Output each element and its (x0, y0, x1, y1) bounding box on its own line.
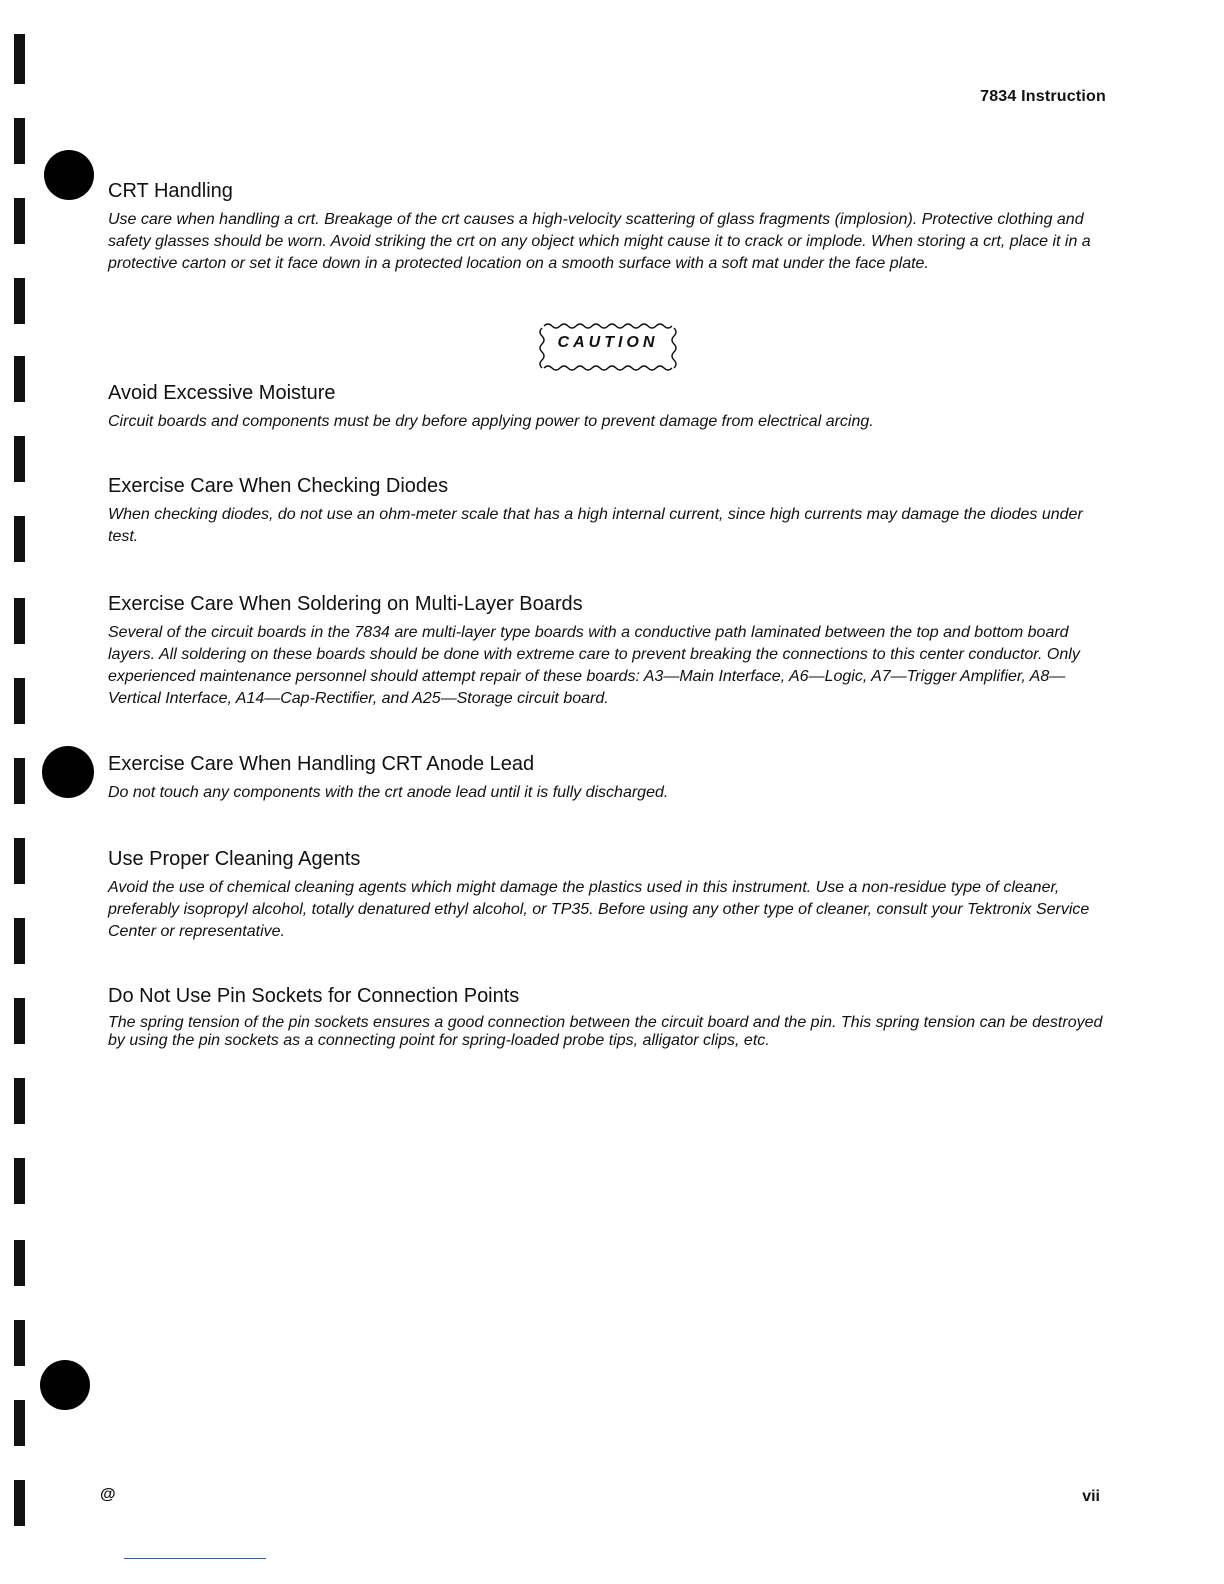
caution-box (538, 320, 678, 372)
section-heading: Exercise Care When Handling CRT Anode Lead (108, 753, 535, 775)
binding-mark (14, 436, 25, 482)
section-heading: CRT Handling (108, 180, 233, 202)
binding-mark (14, 598, 25, 644)
section-pin-sockets (108, 985, 1108, 1050)
section-body: When checking diodes, do not use an ohm-meter scale that has a high internal current, since high currents may damage the diodes under test. (108, 506, 1083, 545)
binding-mark (14, 1480, 25, 1526)
section-body: Use care when handling a crt. Breakage of the crt causes a high-velocity scattering of glass fragments (implosion). Protective clothing and safety glasses should be worn. Avoid striking the crt on any object which might cause it to crack or implode. When storing a crt, place it in a protective carton or set it face down in a protected location on a smooth surface with a soft mat under the face plate. (108, 211, 1091, 272)
binding-mark (14, 678, 25, 724)
binding-mark (14, 1240, 25, 1286)
section-heading: Use Proper Cleaning Agents (108, 848, 361, 870)
binding-mark (14, 1320, 25, 1366)
footer-mark: @ (100, 1486, 116, 1503)
section-crt-handling (108, 180, 1108, 275)
section-heading: Do Not Use Pin Sockets for Connection Points (108, 985, 520, 1007)
section-body: Do not touch any components with the crt anode lead until it is fully discharged. (108, 784, 669, 801)
running-header: 7834 Instruction (980, 88, 1106, 105)
binding-mark (14, 1158, 25, 1204)
section-body: The spring tension of the pin sockets ensures a good connection between the circuit board and the pin. This spring tension can be destroyed by using the pin sockets as a connecting point for spring-loaded probe tips, alligator clips, etc. (108, 1014, 1103, 1049)
binding-mark (14, 198, 25, 244)
section-cleaning-agents (108, 848, 1108, 943)
section-multilayer-boards (108, 593, 1108, 710)
binding-mark (14, 118, 25, 164)
binding-mark (14, 758, 25, 804)
binding-mark (14, 918, 25, 964)
caution-label: CAUTION (557, 334, 659, 351)
page-number: vii (1082, 1488, 1100, 1505)
binding-mark (14, 998, 25, 1044)
section-crt-anode-lead (108, 753, 1108, 804)
section-heading: Avoid Excessive Moisture (108, 382, 336, 404)
binding-mark (14, 34, 25, 84)
section-heading: Exercise Care When Soldering on Multi-Layer Boards (108, 593, 583, 615)
binding-mark (14, 356, 25, 402)
section-body: Circuit boards and components must be dry before applying power to prevent damage from electrical arcing. (108, 413, 874, 430)
section-body: Several of the circuit boards in the 7834 are multi-layer type boards with a conductive path laminated between the top and bottom board layers. All soldering on these boards should be done with extreme care to prevent breaking the connections to this center conductor. Only experienced maintenance personnel should attempt repair of these boards: A3—Main Interface, A6—Logic, A7—Trigger Amplifier, A8—Vertical Interface, A14—Cap-Rectifier, and A25—Storage circuit board. (108, 624, 1080, 707)
footer-rule (124, 1558, 266, 1559)
section-checking-diodes (108, 475, 1108, 548)
section-heading: Exercise Care When Checking Diodes (108, 475, 449, 497)
punch-hole (42, 746, 94, 798)
punch-hole (40, 1360, 90, 1410)
binding-mark (14, 838, 25, 884)
section-body: Avoid the use of chemical cleaning agents which might damage the plastics used in this instrument. Use a non-residue type of cleaner, preferably isopropyl alcohol, totally denatured ethyl alcohol, or TP35. Before using any other type of cleaner, consult your Tektronix Service Center or representative. (108, 879, 1090, 940)
binding-mark (14, 1400, 25, 1446)
binding-mark (14, 278, 25, 324)
section-avoid-moisture (108, 382, 1108, 433)
punch-hole (44, 150, 94, 200)
binding-mark (14, 1078, 25, 1124)
binding-mark (14, 516, 25, 562)
